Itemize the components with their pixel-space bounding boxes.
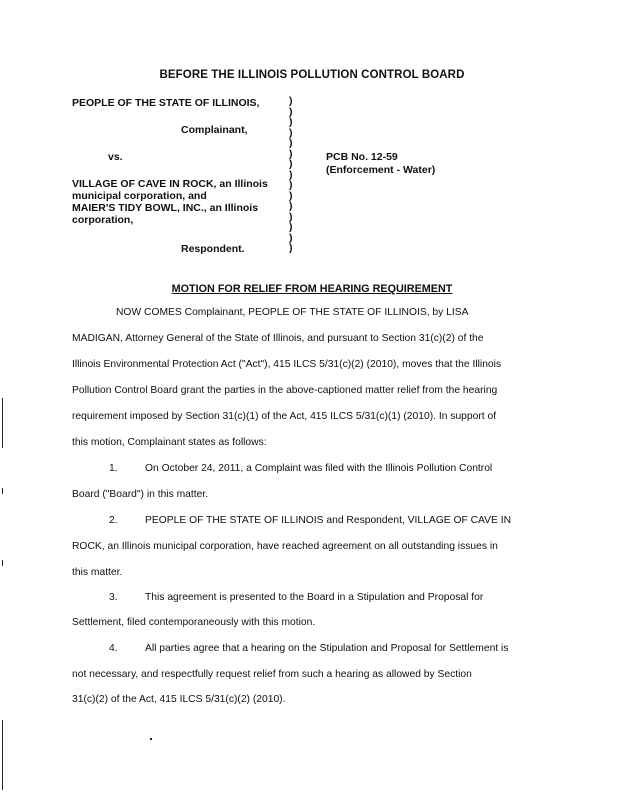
paragraph-line: All parties agree that a hearing on the Stipulation and Proposal for Settlement is: [145, 643, 509, 654]
scan-artifact: [2, 560, 3, 566]
paragraph-number: 1.: [109, 463, 118, 474]
paragraph-number: 3.: [109, 592, 118, 603]
paragraph-line: Board ("Board") in this matter.: [72, 489, 209, 500]
paragraph-line: not necessary, and respectfully request relief from such a hearing as allowed by Section: [72, 669, 472, 680]
versus-label: vs.: [108, 151, 123, 163]
intro-line: Pollution Control Board grant the parties in the above-captioned matter relief from the hearing: [72, 385, 498, 396]
defendant-block: [72, 178, 268, 226]
defendant-line: MAIER'S TIDY BOWL, INC., an Illinois: [72, 202, 259, 214]
defendant-line: municipal corporation, and: [72, 190, 207, 202]
intro-line: this motion, Complainant states as follows:: [72, 437, 267, 448]
case-number: PCB No. 12-59: [326, 151, 398, 163]
paragraph-line: PEOPLE OF THE STATE OF ILLINOIS and Respondent, VILLAGE OF CAVE IN: [145, 515, 512, 526]
scan-artifact: [2, 398, 3, 448]
plaintiff-name: PEOPLE OF THE STATE OF ILLINOIS,: [72, 97, 260, 109]
paragraph-line: Settlement, filed contemporaneously with this motion.: [72, 617, 316, 628]
intro-line: NOW COMES Complainant, PEOPLE OF THE STATE OF ILLINOIS, by LISA: [116, 307, 469, 318]
respondent-label: Respondent.: [181, 243, 245, 255]
scan-artifact: [150, 738, 152, 740]
paragraph-number: 4.: [109, 643, 118, 654]
scan-artifact: [2, 488, 3, 494]
scan-artifact: [2, 720, 3, 790]
case-type: (Enforcement - Water): [326, 164, 436, 176]
defendant-line: corporation,: [72, 214, 134, 226]
paragraph-line: this matter.: [72, 567, 123, 578]
board-title: BEFORE THE ILLINOIS POLLUTION CONTROL BOARD: [159, 69, 465, 81]
caption-parentheses: ) ) ) ) ) ) ) ) ) ) ) ) ) ) ): [289, 95, 293, 254]
complainant-label: Complainant,: [181, 124, 248, 136]
intro-line: Illinois Environmental Protection Act ("Act"), 415 ILCS 5/31(c)(2) (2010), moves that the Illinois: [72, 359, 502, 370]
paragraph-line: 31(c)(2) of the Act, 415 ILCS 5/31(c)(2) (2010).: [72, 694, 286, 705]
paragraph-line: This agreement is presented to the Board in a Stipulation and Proposal for: [145, 592, 484, 603]
paragraph-line: ROCK, an Illinois municipal corporation, have reached agreement on all outstanding issues in: [72, 541, 498, 552]
paragraph-line: On October 24, 2011, a Complaint was filed with the Illinois Pollution Control: [145, 463, 493, 474]
motion-heading: MOTION FOR RELIEF FROM HEARING REQUIREMENT: [171, 283, 453, 295]
intro-line: MADIGAN, Attorney General of the State of Illinois, and pursuant to Section 31(c)(2) of the: [72, 333, 484, 344]
paragraph-number: 2.: [109, 515, 118, 526]
intro-line: requirement imposed by Section 31(c)(1) of the Act, 415 ILCS 5/31(c)(1) (2010). In support of: [72, 411, 497, 422]
defendant-line: VILLAGE OF CAVE IN ROCK, an Illinois: [72, 178, 268, 190]
